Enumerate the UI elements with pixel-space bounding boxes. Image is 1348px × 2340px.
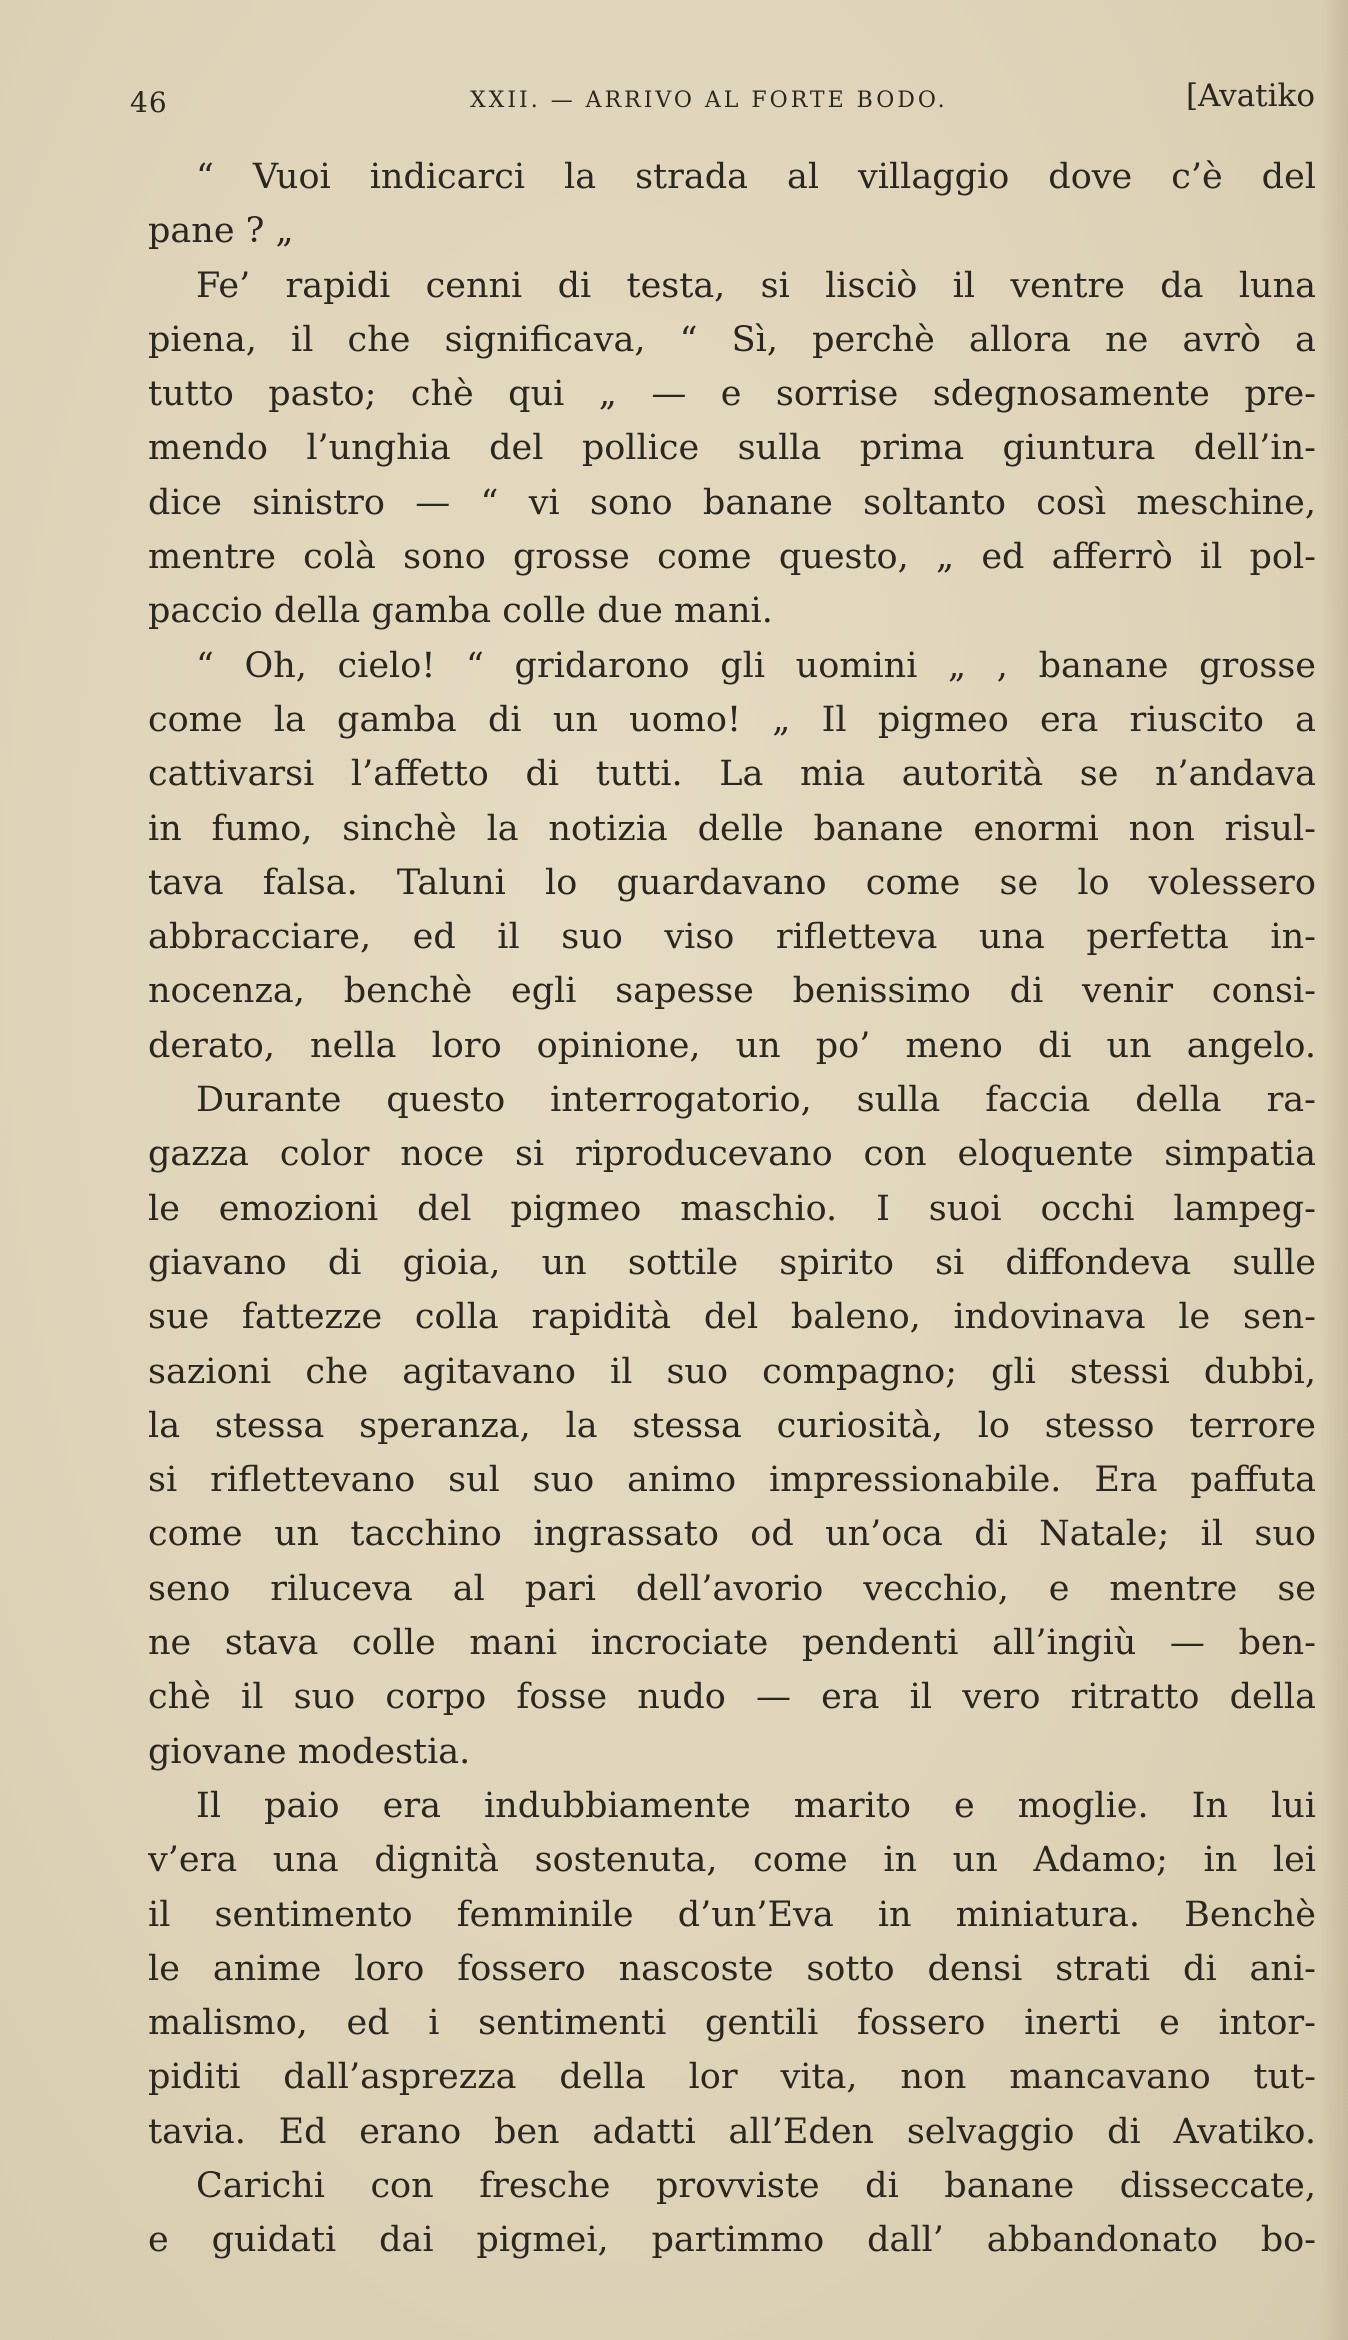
- text-line: tavia. Ed erano ben adatti all’Eden selvaggio di Avatiko.: [148, 2111, 1316, 2152]
- text-line: derato, nella loro opinione, un po’ meno di un angelo.: [148, 1025, 1316, 1066]
- text-line: chè il suo corpo fosse nudo — era il vero ritratto della: [148, 1677, 1316, 1718]
- text-line: seno riluceva al pari dell’avorio vecchio, e mentre se: [148, 1568, 1316, 1609]
- text-line: Fe’ rapidi cenni di testa, si lisciò il ventre da luna: [196, 265, 1316, 306]
- text-line: tava falsa. Taluni lo guardavano come se lo volessero: [148, 862, 1316, 903]
- page-number: 46: [130, 86, 168, 119]
- text-line: abbracciare, ed il suo viso rifletteva una perfetta in-: [148, 917, 1316, 958]
- running-section: [Avatiko: [1185, 78, 1315, 114]
- page-edge-shadow: [1320, 0, 1348, 2340]
- text-line: mendo l’unghia del pollice sulla prima giuntura dell’in-: [148, 428, 1316, 469]
- text-line: pane ? „: [148, 211, 294, 252]
- text-line: gazza color noce si riproducevano con eloquente simpatia: [148, 1134, 1316, 1175]
- text-line: malismo, ed i sentimenti gentili fossero inerti e intor-: [148, 2003, 1316, 2044]
- text-line: Carichi con fresche provviste di banane disseccate,: [196, 2165, 1316, 2206]
- text-line: in fumo, sinchè la notizia delle banane enormi non risul-: [148, 808, 1316, 849]
- text-line: “ Oh, cielo! “ gridarono gli uomini „ , banane grosse: [196, 645, 1316, 686]
- page-header: [130, 78, 1315, 128]
- body-text: [148, 150, 1316, 2268]
- text-line: mentre colà sono grosse come questo, „ ed afferrò il pol-: [148, 537, 1316, 578]
- text-line: “ Vuoi indicarci la strada al villaggio dove c’è del: [196, 157, 1316, 197]
- text-line: cattivarsi l’affetto di tutti. La mia autorità se n’andava: [148, 754, 1316, 795]
- text-line: Il paio era indubbiamente marito e moglie. In lui: [196, 1785, 1316, 1826]
- text-line: v’era una dignità sostenuta, come in un Adamo; in lei: [148, 1840, 1316, 1881]
- text-line: dice sinistro — “ vi sono banane soltanto così meschine,: [148, 482, 1316, 523]
- text-line: le emozioni del pigmeo maschio. I suoi occhi lampeg-: [148, 1188, 1316, 1229]
- text-line: nocenza, benchè egli sapesse benissimo di venir consi-: [148, 971, 1316, 1012]
- text-line: tutto pasto; chè qui „ — e sorrise sdegnosamente pre-: [148, 374, 1316, 415]
- text-line: e guidati dai pigmei, partimmo dall’ abbandonato bo-: [148, 2220, 1316, 2261]
- text-line: come la gamba di un uomo! „ Il pigmeo era riuscito a: [148, 699, 1316, 740]
- text-line: le anime loro fossero nascoste sotto densi strati di ani-: [148, 1948, 1316, 1989]
- text-line: paccio della gamba colle due mani.: [148, 591, 773, 632]
- text-line: ne stava colle mani incrociate pendenti all’ingiù — ben-: [148, 1623, 1316, 1664]
- text-line: giavano di gioia, un sottile spirito si diffondeva sulle: [148, 1242, 1316, 1283]
- text-line: il sentimento femminile d’un’Eva in miniatura. Benchè: [148, 1894, 1316, 1935]
- text-line: piena, il che significava, “ Sì, perchè allora ne avrò a: [148, 319, 1316, 360]
- text-line: come un tacchino ingrassato od un’oca di Natale; il suo: [148, 1514, 1316, 1555]
- text-line: sue fattezze colla rapidità del baleno, indovinava le sen-: [148, 1297, 1316, 1338]
- text-line: si riflettevano sul suo animo impressionabile. Era paffuta: [148, 1460, 1316, 1501]
- text-line: piditi dall’asprezza della lor vita, non mancavano tut-: [148, 2057, 1316, 2098]
- running-title: XXII. — ARRIVO AL FORTE BODO.: [470, 88, 948, 113]
- text-line: giovane modestia.: [148, 1731, 471, 1772]
- text-line: Durante questo interrogatorio, sulla faccia della ra-: [196, 1080, 1316, 1121]
- text-line: la stessa speranza, la stessa curiosità, lo stesso terrore: [148, 1405, 1316, 1446]
- text-line: sazioni che agitavano il suo compagno; gli stessi dubbi,: [148, 1351, 1316, 1392]
